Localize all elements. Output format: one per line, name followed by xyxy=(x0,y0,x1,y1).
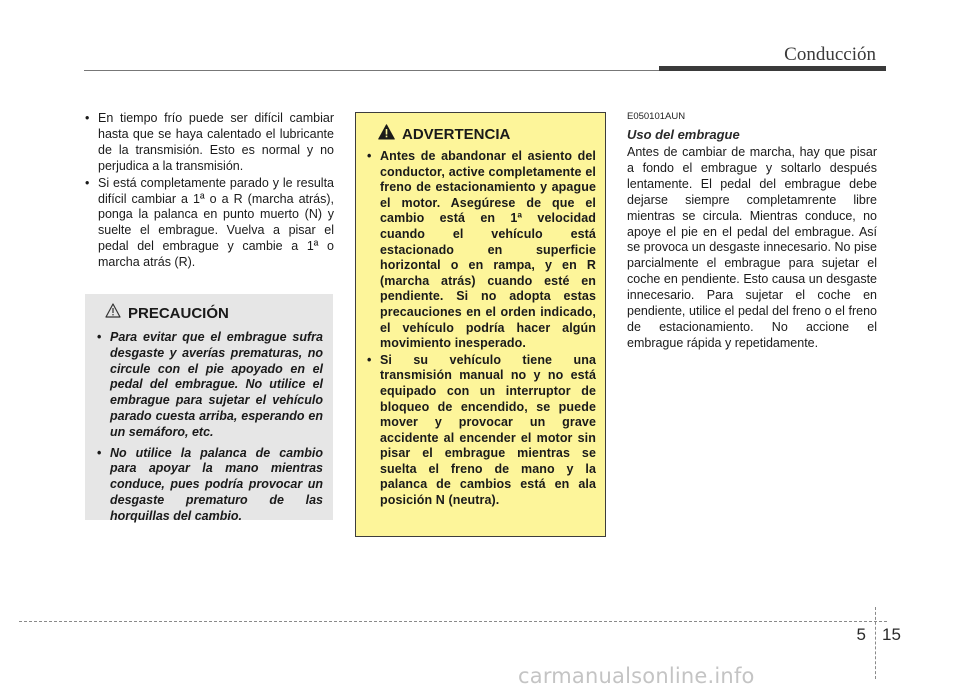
body-paragraph: Antes de cambiar de marcha, hay que pisar a fondo el embrague y soltarlo después lentamente. El pedal del embrague debe dejarse siempre completamrente libre mientras se circula. Mientras conduce, no apoye el pie en el pedal del embrague. Así se provoca un desgaste innecesario. No pise parcialmente el embrague para sujetar el coche en pendiente. Esto causa un desgaste innecesario. Para sujetar el coche en pendiente, utilice el pedal del freno o el freno de estacionamiento. No accione el embrague rápida y repetidamente. xyxy=(627,145,877,350)
footer-rule xyxy=(19,621,887,622)
warning-item: • Si su vehículo tiene una transmisión manual no y no está equipado con un interruptor de bloqueo de encendido, se puede mover y provocar un grave accidente al encender el motor sin pisar el embrague mientras se suelta el freno de mano y la palanca de cambios está en ala posición N (neutra). xyxy=(367,353,596,509)
warning-triangle-icon xyxy=(378,124,395,145)
header-rule-accent xyxy=(659,66,886,71)
caution-box xyxy=(85,294,333,523)
caution-item: • Para evitar que el embrague sufra desgaste y averías prematuras, no circule con el pie apoyado en el pedal del embrague. No utilice el embrague para sujetar el vehículo parado cuesta arriba, esperando en un semáforo, etc. xyxy=(97,330,323,441)
page-number-divider xyxy=(875,607,876,679)
caution-header xyxy=(105,303,323,323)
list-item: • Si está completamente parado y le resulta difícil cambiar a 1ª o a R (marcha atrás), ponga la palanca en punto muerto (N) y suelte el embrague. Vuelva a pisar el pedal del embrague y cambie a 1ª o marcha atrás (R). xyxy=(85,176,334,271)
chapter-number: 5 xyxy=(856,625,866,644)
section-code: E050101AUN xyxy=(627,111,686,122)
caution-item: • No utilice la palanca de cambio para apoyar la mano mientras conduce, pues podría provocar un desgaste prematuro de las horquillas del cambio. xyxy=(97,446,323,525)
chapter-title: Conducción xyxy=(784,44,876,65)
warning-title: ADVERTENCIA xyxy=(402,126,511,143)
warning-item: • Antes de abandonar el asiento del conductor, active completamente el freno de estacionamiento y apague el motor. Asegúrese de que el cambio está en 1ª velocidad cuando el vehículo está estacionado en superficie horizontal o en rampa, y en R (marcha atrás) cuando esté en pendiente. Si no adopta estas precauciones en el orden indicado, el vehículo podría hacer algún movimiento inesperado. xyxy=(367,149,596,352)
warning-box xyxy=(355,112,606,537)
caution-title: PRECAUCIÓN xyxy=(128,304,229,322)
list-item: • En tiempo frío puede ser difícil cambiar hasta que se haya calentado el lubricante de la transmisión. Esto es normal y no perjudica a la transmisión. xyxy=(85,111,334,175)
left-column xyxy=(85,111,334,272)
warning-header xyxy=(378,124,596,145)
watermark: carmanualsonline.info xyxy=(518,664,755,688)
page-number: 15 xyxy=(882,625,901,644)
section-heading: Uso del embrague xyxy=(627,127,740,142)
caution-triangle-icon xyxy=(105,303,121,323)
